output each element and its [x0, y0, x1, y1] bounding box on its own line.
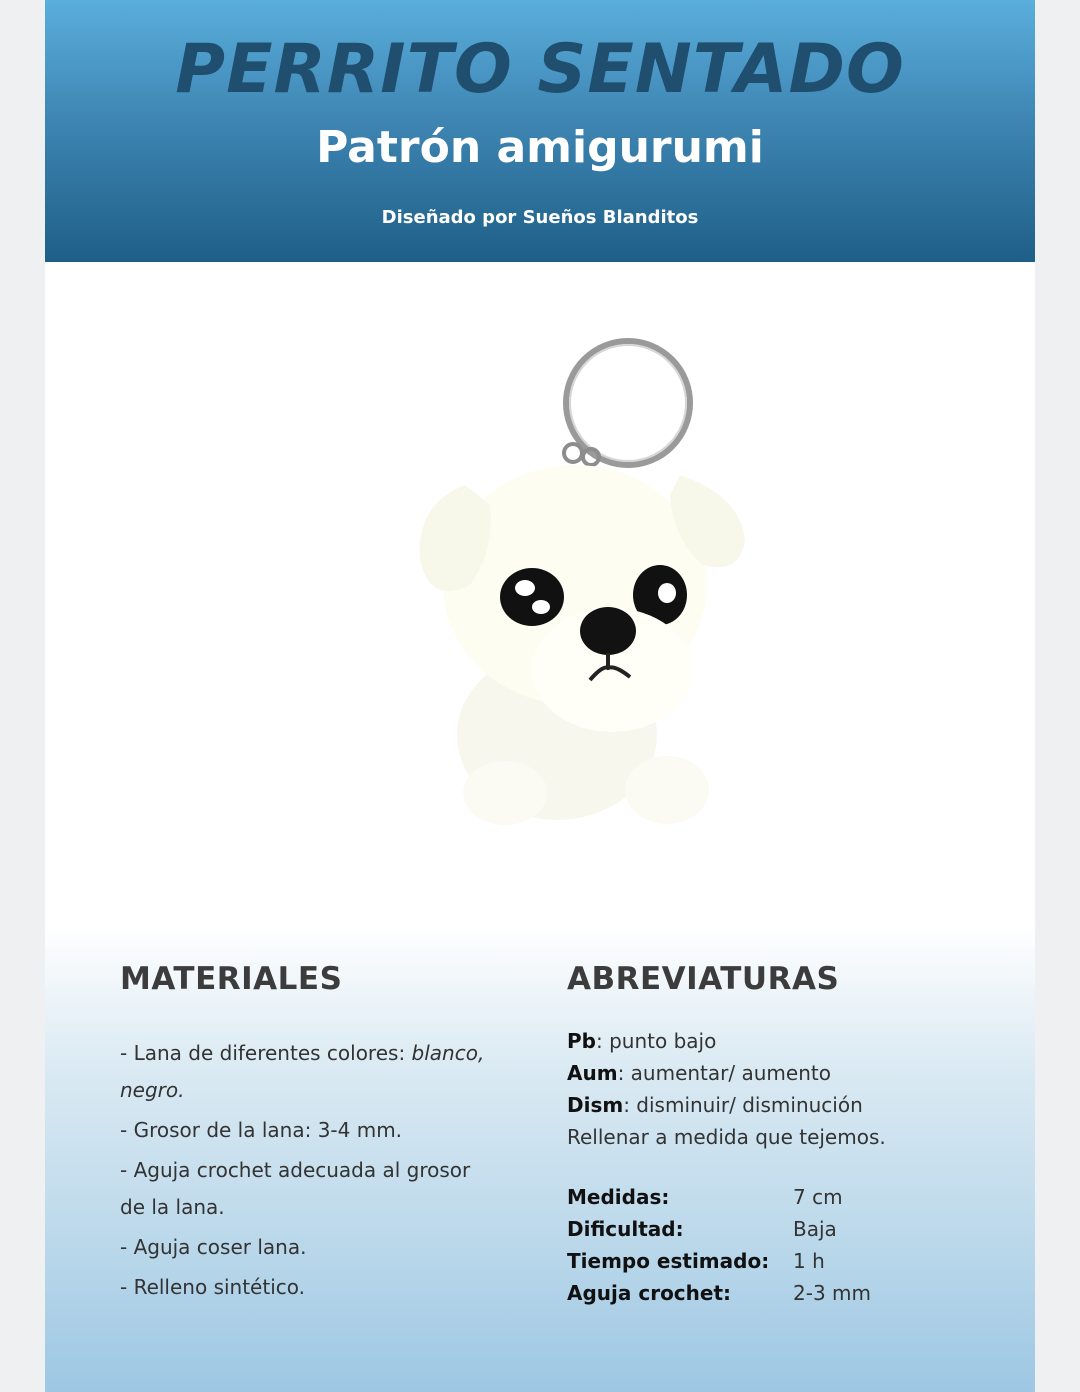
abbreviations-column [567, 961, 987, 1309]
page-title: PERRITO SENTADO [175, 30, 905, 109]
abbreviation-note: Rellenar a medida que tejemos. [567, 1125, 886, 1149]
header-band [45, 0, 1035, 262]
spec-row: Medidas: 7 cm [567, 1185, 843, 1209]
pattern-page [45, 0, 1035, 1392]
abbreviation-item: Aum: aumentar/ aumento [567, 1061, 831, 1085]
spec-row: Tiempo estimado: 1 h [567, 1249, 825, 1273]
materials-item: - Aguja coser lana. [120, 1235, 307, 1259]
left-paw [463, 761, 547, 825]
materials-heading: MATERIALES [120, 961, 343, 997]
ring-link [564, 444, 582, 462]
abbreviations-list [567, 1025, 987, 1153]
page-subtitle: Patrón amigurumi [316, 122, 764, 173]
materials-item: - Aguja crochet adecuada al grosor de la lana. [120, 1158, 471, 1219]
dog-nose [580, 607, 636, 655]
materials-column [120, 961, 500, 1309]
materials-item: - Lana de diferentes colores: blanco, negro. [120, 1041, 485, 1102]
key-ring [566, 341, 690, 465]
designer-credit: Diseñado por Sueños Blanditos [381, 207, 699, 228]
abbreviations-heading: ABREVIATURAS [567, 961, 840, 997]
materials-list [120, 1035, 500, 1306]
abbreviation-item: Pb: punto bajo [567, 1029, 717, 1053]
left-eye [500, 568, 564, 626]
spec-row: Aguja crochet: 2-3 mm [567, 1281, 871, 1305]
right-paw [625, 756, 709, 824]
info-section [45, 925, 1035, 1392]
materials-item: - Relleno sintético. [120, 1275, 305, 1299]
abbreviation-item: Dism: disminuir/ disminución [567, 1093, 863, 1117]
materials-item: - Grosor de la lana: 3-4 mm. [120, 1118, 403, 1142]
amigurumi-dog-photo [345, 335, 745, 845]
specs-table [567, 1181, 987, 1309]
spec-row: Dificultad: Baja [567, 1217, 837, 1241]
